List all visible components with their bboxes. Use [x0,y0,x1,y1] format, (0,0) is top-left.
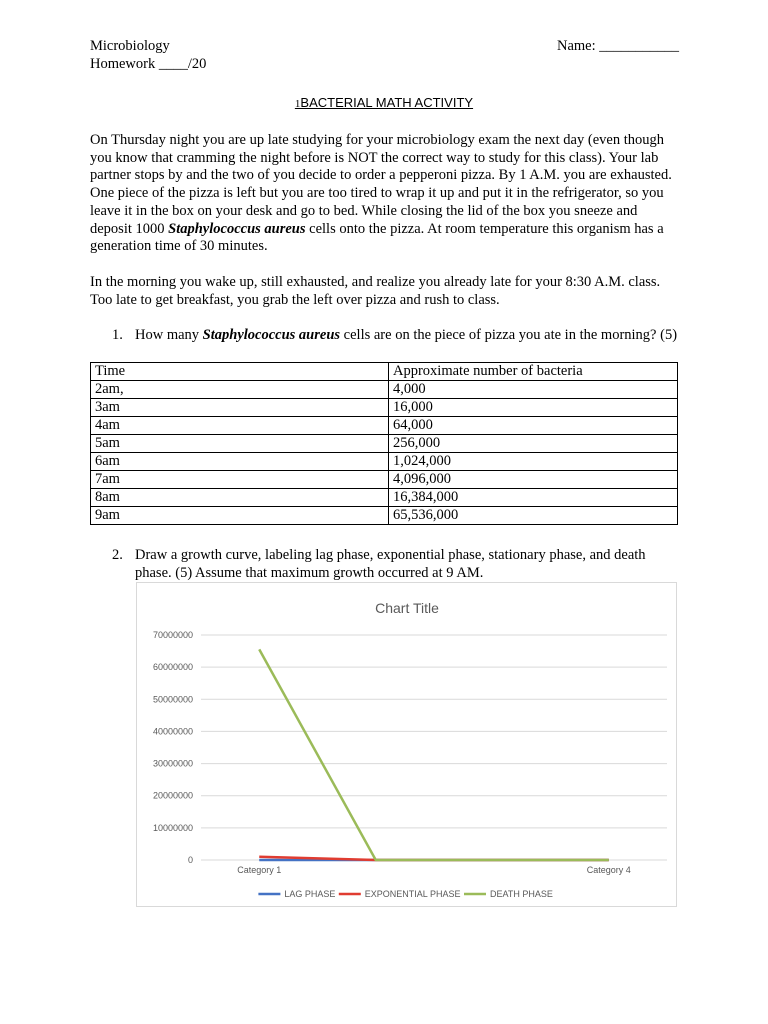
y-tick-label: 10000000 [152,822,193,833]
count-cell: 65,536,000 [389,507,678,525]
time-cell: 8am [91,489,389,507]
time-cell: 9am [91,507,389,525]
question-2-text: Draw a growth curve, labeling lag phase, exponential phase, stationary phase, and death phase. (5) Assume that maximum growth occurred at 9 AM. [135,547,646,581]
y-tick-label: 70000000 [152,630,193,640]
y-tick-label: 50000000 [152,694,193,705]
organism-name: Staphylococcus aureus [168,220,306,237]
growth-chart-svg [137,583,678,908]
bacteria-table [90,362,678,525]
y-tick-label: 0 [187,855,193,865]
count-cell: 16,384,000 [389,489,678,507]
time-cell: 6am [91,453,389,471]
intro-text-b: cells onto the pizza. At room temperature this organism has a generation time of 30 minutes. [90,220,664,255]
course-name: Microbiology [90,38,170,54]
time-cell: 4am [91,417,389,435]
homework-score: Homework ____/20 [90,56,207,72]
y-tick-label: 60000000 [152,662,193,673]
q1-text-b: cells are on the piece of pizza you ate in the morning? (5) [340,327,678,343]
table-row [91,435,678,453]
x-tick-label: Category 1 [237,865,282,875]
table-header-row [91,363,678,381]
student-name-field: Name: ___________ [557,38,680,54]
table-row [91,471,678,489]
x-tick-label: Category 4 [586,865,631,875]
question-2 [112,547,682,583]
table-header-time: Time [91,363,389,381]
title-text: BACTERIAL MATH ACTIVITY [300,95,474,110]
table-row [91,453,678,471]
q1-text-a: How many [135,327,203,343]
header-left [90,37,206,73]
chart-title: Chart Title [375,600,439,616]
legend-label: LAG PHASE [284,889,336,899]
time-cell: 2am, [91,381,389,399]
table-header-count: Approximate number of bacteria [389,363,678,381]
y-tick-label: 20000000 [152,790,193,801]
question-1-text [135,327,683,345]
intro-text-a: On Thursday night you are up late studying for your microbiology exam the next day (even though you know that cramming the night before is NOT the correct way to study for this class). Your lab partner stops by and the two of you decide to order a pepperoni pizza. By 1 A.M. you are exhausted. One piece of the pizza is left but you are too tired to wrap it up and put it in the refrigerator, so you leave it in the box on your desk and go to bed. While closing the lid of the box you sneeze and deposit 1000 [90,132,672,237]
table-row [91,489,678,507]
count-cell: 1,024,000 [389,453,678,471]
count-cell: 256,000 [389,435,678,453]
y-tick-label: 40000000 [152,726,193,737]
legend-label: DEATH PHASE [490,889,553,899]
time-cell: 5am [91,435,389,453]
q1-organism-name: Staphylococcus aureus [202,327,341,343]
count-cell: 16,000 [389,399,678,417]
y-tick-label: 30000000 [152,758,193,769]
intro-paragraph-1 [90,132,682,256]
question-1-number: 1. [112,327,123,343]
question-2-number: 2. [112,547,123,563]
growth-chart [136,582,677,907]
legend-label: EXPONENTIAL PHASE [364,889,461,899]
time-cell: 3am [91,399,389,417]
question-1 [112,327,682,363]
table-row [91,381,678,399]
count-cell: 4,096,000 [389,471,678,489]
table-row [91,399,678,417]
intro-paragraph-2: In the morning you wake up, still exhausted, and realize you already late for your 8:30 A.M. class. Too late to get breakfast, you grab the left over pizza and rush to class. [90,274,661,308]
time-cell: 7am [91,471,389,489]
count-cell: 4,000 [389,381,678,399]
table-row [91,507,678,525]
table-row [91,417,678,435]
page-title [0,95,768,111]
title-prefix: 1 [294,98,301,110]
count-cell: 64,000 [389,417,678,435]
series-line-death-phase [259,649,609,860]
